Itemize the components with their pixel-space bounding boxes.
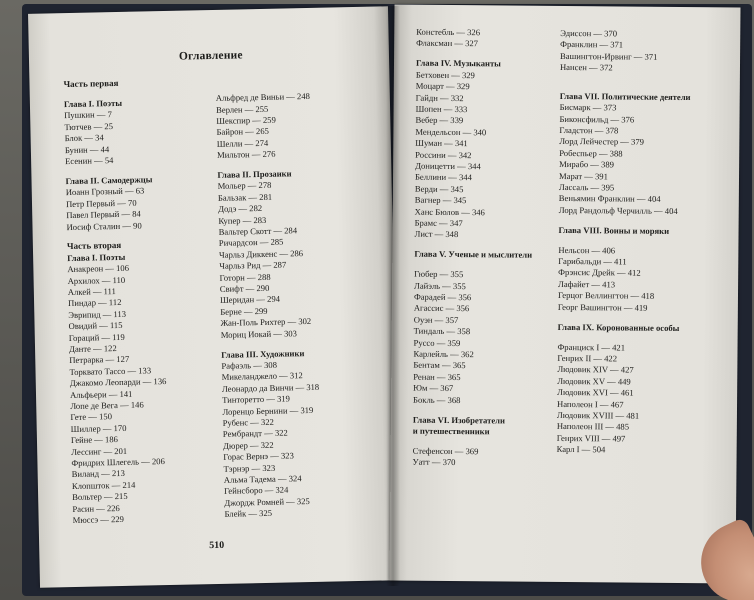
chapter-heading: Глава VII. Политические деятели <box>559 90 691 102</box>
toc-entry: Марат — 391 <box>558 170 608 181</box>
toc-entry: Блок — 34 <box>64 132 104 144</box>
toc-entry: Фрэнсис Дрейк — 412 <box>558 267 641 279</box>
toc-entry: Тютчев — 25 <box>64 120 114 132</box>
toc-entry: Георг Вашингтон — 419 <box>557 301 648 313</box>
toc-entry: Лорд Рандольф Черчилль — 404 <box>558 204 678 216</box>
chapter-heading: Глава II. Прозаики <box>217 168 292 180</box>
chapter-heading: Глава V. Ученые и мыслители <box>414 248 533 261</box>
right-page <box>389 5 740 584</box>
toc-entry: Пушкин — 7 <box>64 109 112 121</box>
left-page-column-2 <box>215 73 385 556</box>
toc-entry: Додэ — 282 <box>218 203 263 215</box>
toc-entry: Альма Тадема — 324 <box>223 473 302 485</box>
toc-entry: Моцарт — 329 <box>415 80 470 92</box>
toc-entry: Расин — 226 <box>72 502 120 514</box>
left-page <box>28 6 400 587</box>
toc-entry: Вольтер — 215 <box>72 491 128 503</box>
toc-entry: Гладстон — 378 <box>559 124 619 136</box>
part-heading: Часть вторая <box>66 240 122 252</box>
toc-entry: Шиллер — 170 <box>70 422 127 434</box>
toc-entry: Алкей — 111 <box>67 286 116 298</box>
toc-entry: Торквато Тассо — 133 <box>69 365 152 377</box>
toc-entry: Мольер — 278 <box>217 180 272 192</box>
toc-entry: Бентам — 365 <box>413 360 466 371</box>
toc-entry: Людовик XVI — 461 <box>557 387 634 398</box>
toc-entry: Нельсон — 406 <box>558 244 616 256</box>
chapter-heading: Глава IX. Коронованные особы <box>557 321 680 333</box>
toc-entry: Виланд — 213 <box>71 468 125 480</box>
toc-entry: Гайдн — 332 <box>415 92 464 103</box>
toc-entry: Купер — 283 <box>218 214 267 226</box>
toc-entry: Лоренцо Бернини — 319 <box>222 404 314 417</box>
toc-entry: Гюбер — 355 <box>414 268 464 280</box>
toc-entry: Фридрих Шлегель — 206 <box>71 456 165 469</box>
toc-entry: Франциск I — 421 <box>557 341 626 353</box>
toc-entry: Байрон — 265 <box>216 126 269 138</box>
toc-entry: Доницетти — 344 <box>415 160 481 172</box>
toc-entry: Бокль — 368 <box>413 394 461 405</box>
toc-entry: Альфред де Виньи — 248 <box>215 91 310 104</box>
toc-entry: Гораций — 119 <box>68 331 125 343</box>
toc-entry: Мирабо — 389 <box>559 159 614 170</box>
toc-entry: Эдиссон — 370 <box>560 27 618 39</box>
toc-entry: Людовик XIV — 427 <box>557 364 634 375</box>
toc-entry: Рубенс — 322 <box>222 416 274 428</box>
toc-entry: Франклин — 371 <box>560 39 624 50</box>
toc-entry: Шекспир — 259 <box>216 114 276 126</box>
toc-entry: Бальзак — 281 <box>217 191 273 203</box>
toc-entry: Гарибальди — 411 <box>558 255 627 267</box>
toc-entry: Руссо — 359 <box>413 337 461 348</box>
toc-entry: Верлен — 255 <box>215 103 269 115</box>
toc-entry: Гейнсборо — 324 <box>223 484 289 497</box>
toc-entry: Робеспьер — 388 <box>559 147 623 159</box>
toc-entry: Мюссэ — 229 <box>72 513 124 526</box>
toc-entry: Чарльз Рид — 287 <box>219 259 287 272</box>
part-heading: Часть первая <box>63 77 119 90</box>
toc-entry: Герцог Веллингтон — 418 <box>557 290 655 301</box>
toc-entry: Веньямин Франклин — 404 <box>558 193 661 205</box>
toc-entry: Тэрнэр — 323 <box>223 462 276 474</box>
toc-entry: Фарадей — 356 <box>413 291 472 303</box>
toc-entry: Павел Первый — 84 <box>66 208 141 221</box>
toc-entry: Данте — 122 <box>68 343 117 355</box>
toc-entry: Оуэн — 357 <box>413 314 459 325</box>
toc-entry: Бунин — 44 <box>64 143 110 155</box>
toc-entry: Лорд Лейчестер — 379 <box>559 136 644 147</box>
toc-entry: Уатт — 370 <box>412 457 456 468</box>
toc-entry: Нансен — 372 <box>559 62 613 73</box>
toc-entry: Бетховен — 329 <box>415 69 475 80</box>
toc-entry: Джордж Ромней — 325 <box>224 495 310 508</box>
chapter-heading: Глава IV. Музыканты <box>415 58 501 69</box>
toc-entry: Петр Первый — 70 <box>65 197 137 209</box>
toc-entry: Лассаль — 395 <box>558 181 615 193</box>
toc-entry: Эврипид — 113 <box>68 308 127 320</box>
chapter-heading: Глава II. Самодержцы <box>65 174 153 186</box>
toc-entry: Гейне — 186 <box>70 434 118 446</box>
toc-entry: Флаксман — 327 <box>416 38 479 49</box>
toc-entry: Шеридан — 294 <box>219 294 281 306</box>
toc-entry: Есенин — 54 <box>65 155 114 167</box>
toc-entry: Ричардсон — 285 <box>218 236 284 249</box>
toc-entry: Лайэль — 355 <box>414 280 466 291</box>
toc-entry: Лессинг — 201 <box>71 445 128 457</box>
toc-entry: Вашингтон-Ирвинг — 371 <box>560 50 658 62</box>
toc-entry: Генрих II — 422 <box>557 352 618 364</box>
toc-entry: Джакомо Леопарди — 136 <box>69 376 167 389</box>
toc-entry: Иосиф Сталин — 90 <box>66 220 142 232</box>
right-page-column-2 <box>556 28 735 530</box>
toc-entry: Шуман — 341 <box>415 137 468 149</box>
toc-entry: Констебль — 326 <box>416 26 481 38</box>
toc-entry: Вальтер Скотт — 284 <box>218 225 298 237</box>
toc-entry: Рафаэль — 308 <box>221 359 278 371</box>
chapter-heading: Глава VI. Изобретатели <box>412 414 505 426</box>
chapter-heading: Глава VIII. Воины и моряки <box>558 224 670 236</box>
toc-entry: Альфьери — 141 <box>69 388 133 400</box>
toc-entry: Тинторетто — 319 <box>222 393 291 406</box>
toc-entry: Вебер — 339 <box>415 115 464 126</box>
chapter-heading: и путешественники <box>412 425 490 437</box>
toc-entry: Свифт — 290 <box>219 282 270 294</box>
toc-entry: Верди — 345 <box>414 183 464 194</box>
toc-entry: Архилох — 110 <box>67 274 126 286</box>
toc-entry: Готорн — 288 <box>219 271 271 283</box>
toc-entry: Россини — 342 <box>415 149 472 160</box>
toc-entry: Иоанн Грозный — 63 <box>65 185 145 198</box>
toc-entry: Мильтон — 276 <box>216 148 276 160</box>
toc-entry: Петрарка — 127 <box>69 354 130 366</box>
toc-entry: Беллини — 344 <box>414 172 472 183</box>
toc-entry: Горас Вернэ — 323 <box>223 450 294 463</box>
toc-entry: Карлейль — 362 <box>413 348 474 360</box>
toc-entry: Рембрандт — 322 <box>222 427 288 440</box>
book-spine-shadow <box>386 6 400 586</box>
toc-entry: Леонардо да Винчи — 318 <box>221 381 320 394</box>
toc-entry: Вагнер — 345 <box>414 194 467 206</box>
toc-entry: Лафайет — 413 <box>558 278 616 290</box>
toc-entry: Людовик XV — 449 <box>557 375 631 387</box>
toc-entry: Лист — 348 <box>414 229 459 240</box>
chapter-heading: Глава I. Поэты <box>63 97 123 110</box>
toc-entry: Биконсфильд — 376 <box>559 113 635 125</box>
toc-entry: Генрих VIII — 497 <box>556 432 626 444</box>
right-page-column-1 <box>412 27 566 528</box>
toc-entry: Клопшток — 214 <box>71 479 136 491</box>
toc-entry: Берне — 299 <box>220 305 268 317</box>
toc-entry: Ренан — 365 <box>413 371 461 382</box>
toc-entry: Лопе де Вега — 146 <box>70 399 144 412</box>
toc-entry: Жан-Поль Рихтер — 302 <box>220 316 312 329</box>
toc-entry: Наполеон I — 467 <box>557 398 624 410</box>
toc-entry: Людовик XVIII — 481 <box>556 409 640 421</box>
toc-entry: Микеланджело — 312 <box>221 370 303 383</box>
toc-entry: Бисмарк — 373 <box>559 102 617 113</box>
toc-entry: Овидий — 115 <box>68 320 123 332</box>
chapter-heading: Глава I. Поэты <box>67 251 126 263</box>
toc-entry: Юм — 367 <box>413 382 454 394</box>
toc-entry: Карл I — 504 <box>556 444 606 455</box>
contents-title: Оглавление <box>178 49 243 63</box>
toc-entry: Мориц Иокай — 303 <box>220 327 297 340</box>
toc-entry: Агассис — 356 <box>413 303 470 314</box>
toc-entry: Шелли — 274 <box>216 137 269 149</box>
toc-entry: Брамс — 347 <box>414 217 463 229</box>
page-number: 510 <box>209 539 225 552</box>
toc-entry: Анакреон — 106 <box>67 263 130 275</box>
toc-entry: Гете — 150 <box>70 411 113 423</box>
chapter-heading: Глава III. Художники <box>221 347 305 360</box>
toc-entry: Ханс Бюлов — 346 <box>414 206 485 217</box>
toc-entry: Пиндар — 112 <box>67 297 122 309</box>
left-page-column-1 <box>63 76 223 559</box>
toc-entry: Тиндаль — 358 <box>413 325 471 337</box>
toc-entry: Дюрер — 322 <box>223 439 274 451</box>
toc-entry: Блейк — 325 <box>224 508 273 520</box>
toc-entry: Стефенсон — 369 <box>412 445 479 457</box>
toc-entry: Наполеон III — 485 <box>556 421 630 432</box>
toc-entry: Чарльз Диккенс — 286 <box>219 247 304 260</box>
toc-entry: Шопен — 333 <box>415 103 468 115</box>
toc-entry: Мендельсон — 340 <box>415 126 487 138</box>
